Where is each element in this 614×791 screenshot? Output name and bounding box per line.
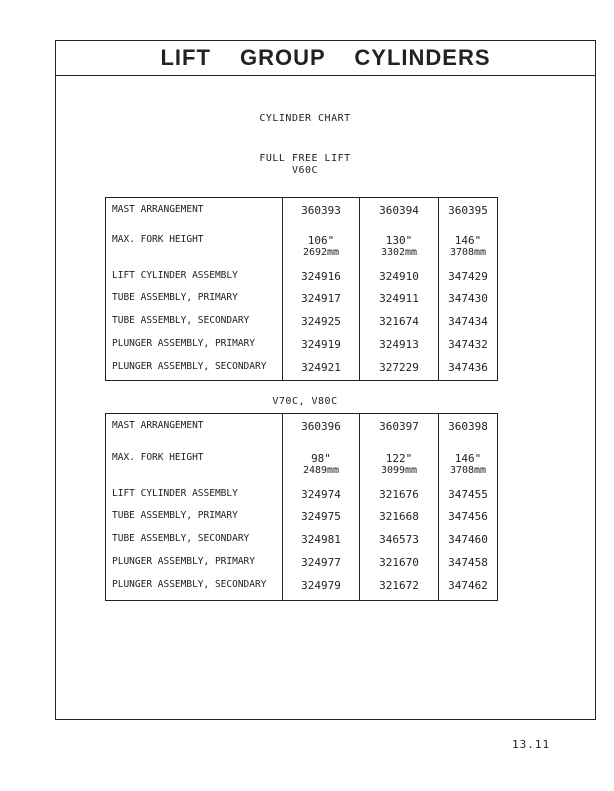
page-title: LIFT GROUP CYLINDERS	[160, 45, 491, 70]
metric-value: 2692mm	[302, 246, 340, 258]
cell-value	[283, 288, 360, 311]
cylinder-table-v60c	[105, 197, 498, 381]
cell-value	[360, 311, 439, 334]
cell-value	[360, 529, 439, 552]
cell-value	[283, 446, 360, 484]
table-row	[106, 334, 498, 357]
value: 347429	[448, 269, 488, 283]
value: 327229	[379, 360, 419, 374]
row-label: TUBE ASSEMBLY, PRIMARY	[112, 509, 238, 521]
cell-value	[283, 414, 360, 446]
cell-value	[360, 414, 439, 446]
cell-value	[283, 228, 360, 266]
value: 346573	[379, 533, 419, 547]
value: 321676	[379, 487, 419, 501]
row-label: MAST ARRANGEMENT	[112, 420, 204, 431]
value: 321672	[379, 579, 419, 593]
cell-value	[439, 266, 498, 288]
value: 360395	[448, 204, 488, 217]
cell-value	[360, 198, 439, 228]
cell-value	[360, 288, 439, 311]
cell-value	[283, 266, 360, 288]
value: 347455	[448, 487, 488, 501]
cell-value	[439, 446, 498, 484]
table-row	[106, 506, 498, 529]
row-label: MAX. FORK HEIGHT	[112, 451, 204, 463]
metric-value: 3099mm	[380, 464, 418, 476]
cell-value	[439, 288, 498, 311]
cell-value	[360, 446, 439, 484]
value: 98"	[311, 451, 331, 465]
row-label: PLUNGER ASSEMBLY, SECONDARY	[112, 360, 267, 372]
cell-value	[360, 575, 439, 600]
cell-value	[360, 552, 439, 575]
cell-value	[439, 552, 498, 575]
cell-value	[360, 357, 439, 381]
subtitle: FULL FREE LIFT	[259, 153, 351, 164]
table-row	[106, 414, 498, 446]
value: 146"	[454, 451, 482, 465]
value: 321670	[379, 556, 419, 570]
value: 347432	[448, 337, 488, 351]
cell-value	[439, 575, 498, 600]
value: 321668	[379, 509, 419, 523]
value: 122"	[385, 451, 413, 465]
value: 347456	[448, 509, 488, 523]
value: 324916	[301, 269, 341, 283]
row-label: PLUNGER ASSEMBLY, SECONDARY	[112, 579, 267, 591]
value: 324910	[379, 269, 419, 283]
cell-value	[439, 334, 498, 357]
table-row	[106, 529, 498, 552]
value: 324921	[301, 360, 341, 374]
cell-value	[360, 506, 439, 529]
value: 347462	[448, 579, 488, 593]
value: 324979	[301, 579, 341, 593]
row-label: TUBE ASSEMBLY, PRIMARY	[112, 291, 238, 303]
cell-value	[283, 198, 360, 228]
value: 324981	[301, 533, 341, 547]
cell-value	[360, 484, 439, 506]
cell-value	[439, 484, 498, 506]
cell-value	[283, 529, 360, 552]
cell-value	[360, 266, 439, 288]
cell-value	[439, 311, 498, 334]
row-label: PLUNGER ASSEMBLY, PRIMARY	[112, 556, 255, 568]
value: 324925	[301, 314, 341, 328]
cell-value	[283, 552, 360, 575]
cell-value	[360, 334, 439, 357]
cell-value	[283, 575, 360, 600]
metric-value: 3708mm	[449, 464, 487, 476]
value: 324911	[379, 291, 419, 305]
table-row	[106, 552, 498, 575]
value: 321674	[379, 314, 419, 328]
table-row	[106, 266, 498, 288]
value: 324977	[301, 556, 341, 570]
page-header	[56, 41, 595, 76]
table-row	[106, 446, 498, 484]
cell-value	[360, 228, 439, 266]
row-label: MAST ARRANGEMENT	[112, 204, 204, 215]
cell-value	[283, 484, 360, 506]
row-label: TUBE ASSEMBLY, SECONDARY	[112, 314, 250, 326]
value: 106"	[307, 233, 335, 247]
metric-value: 3302mm	[380, 246, 418, 258]
cell-value	[439, 529, 498, 552]
row-label: PLUNGER ASSEMBLY, PRIMARY	[112, 337, 255, 349]
cell-value	[283, 311, 360, 334]
value: 324974	[301, 487, 341, 501]
value: 347434	[448, 314, 488, 328]
value: 347460	[448, 533, 488, 547]
cell-value	[283, 357, 360, 381]
value: 324917	[301, 291, 341, 305]
value: 360398	[448, 420, 488, 433]
metric-value: 2489mm	[302, 464, 340, 476]
value: 347436	[448, 360, 488, 374]
cell-value	[439, 198, 498, 228]
cell-value	[439, 357, 498, 381]
value: 360393	[301, 204, 341, 217]
cell-value	[283, 506, 360, 529]
cell-value	[439, 228, 498, 266]
value: 360397	[379, 420, 419, 433]
value: 324975	[301, 509, 341, 523]
value: 324913	[379, 337, 419, 351]
value: 360396	[301, 420, 341, 433]
table-row	[106, 311, 498, 334]
value: 324919	[301, 337, 341, 351]
value: 360394	[379, 204, 419, 217]
row-label: LIFT CYLINDER ASSEMBLY	[112, 487, 238, 499]
table-row	[106, 228, 498, 266]
model-heading-1: V60C	[291, 165, 319, 176]
value: 130"	[385, 233, 413, 247]
value: 347430	[448, 291, 488, 305]
chart-title: CYLINDER CHART	[259, 113, 351, 124]
table-row	[106, 357, 498, 381]
table-row	[106, 288, 498, 311]
cylinder-table-v70c-v80c	[105, 413, 498, 601]
table-row	[106, 575, 498, 600]
metric-value: 3708mm	[449, 246, 487, 258]
value: 347458	[448, 556, 488, 570]
table-row	[106, 198, 498, 228]
table-row	[106, 484, 498, 506]
value: 146"	[454, 233, 482, 247]
row-label: TUBE ASSEMBLY, SECONDARY	[112, 533, 250, 545]
cell-value	[439, 414, 498, 446]
row-label: MAX. FORK HEIGHT	[112, 233, 204, 245]
cell-value	[283, 334, 360, 357]
page-number: 13.11	[512, 738, 551, 751]
model-heading-2: V70C, V80C	[272, 396, 338, 407]
cell-value	[439, 506, 498, 529]
row-label: LIFT CYLINDER ASSEMBLY	[112, 269, 238, 281]
